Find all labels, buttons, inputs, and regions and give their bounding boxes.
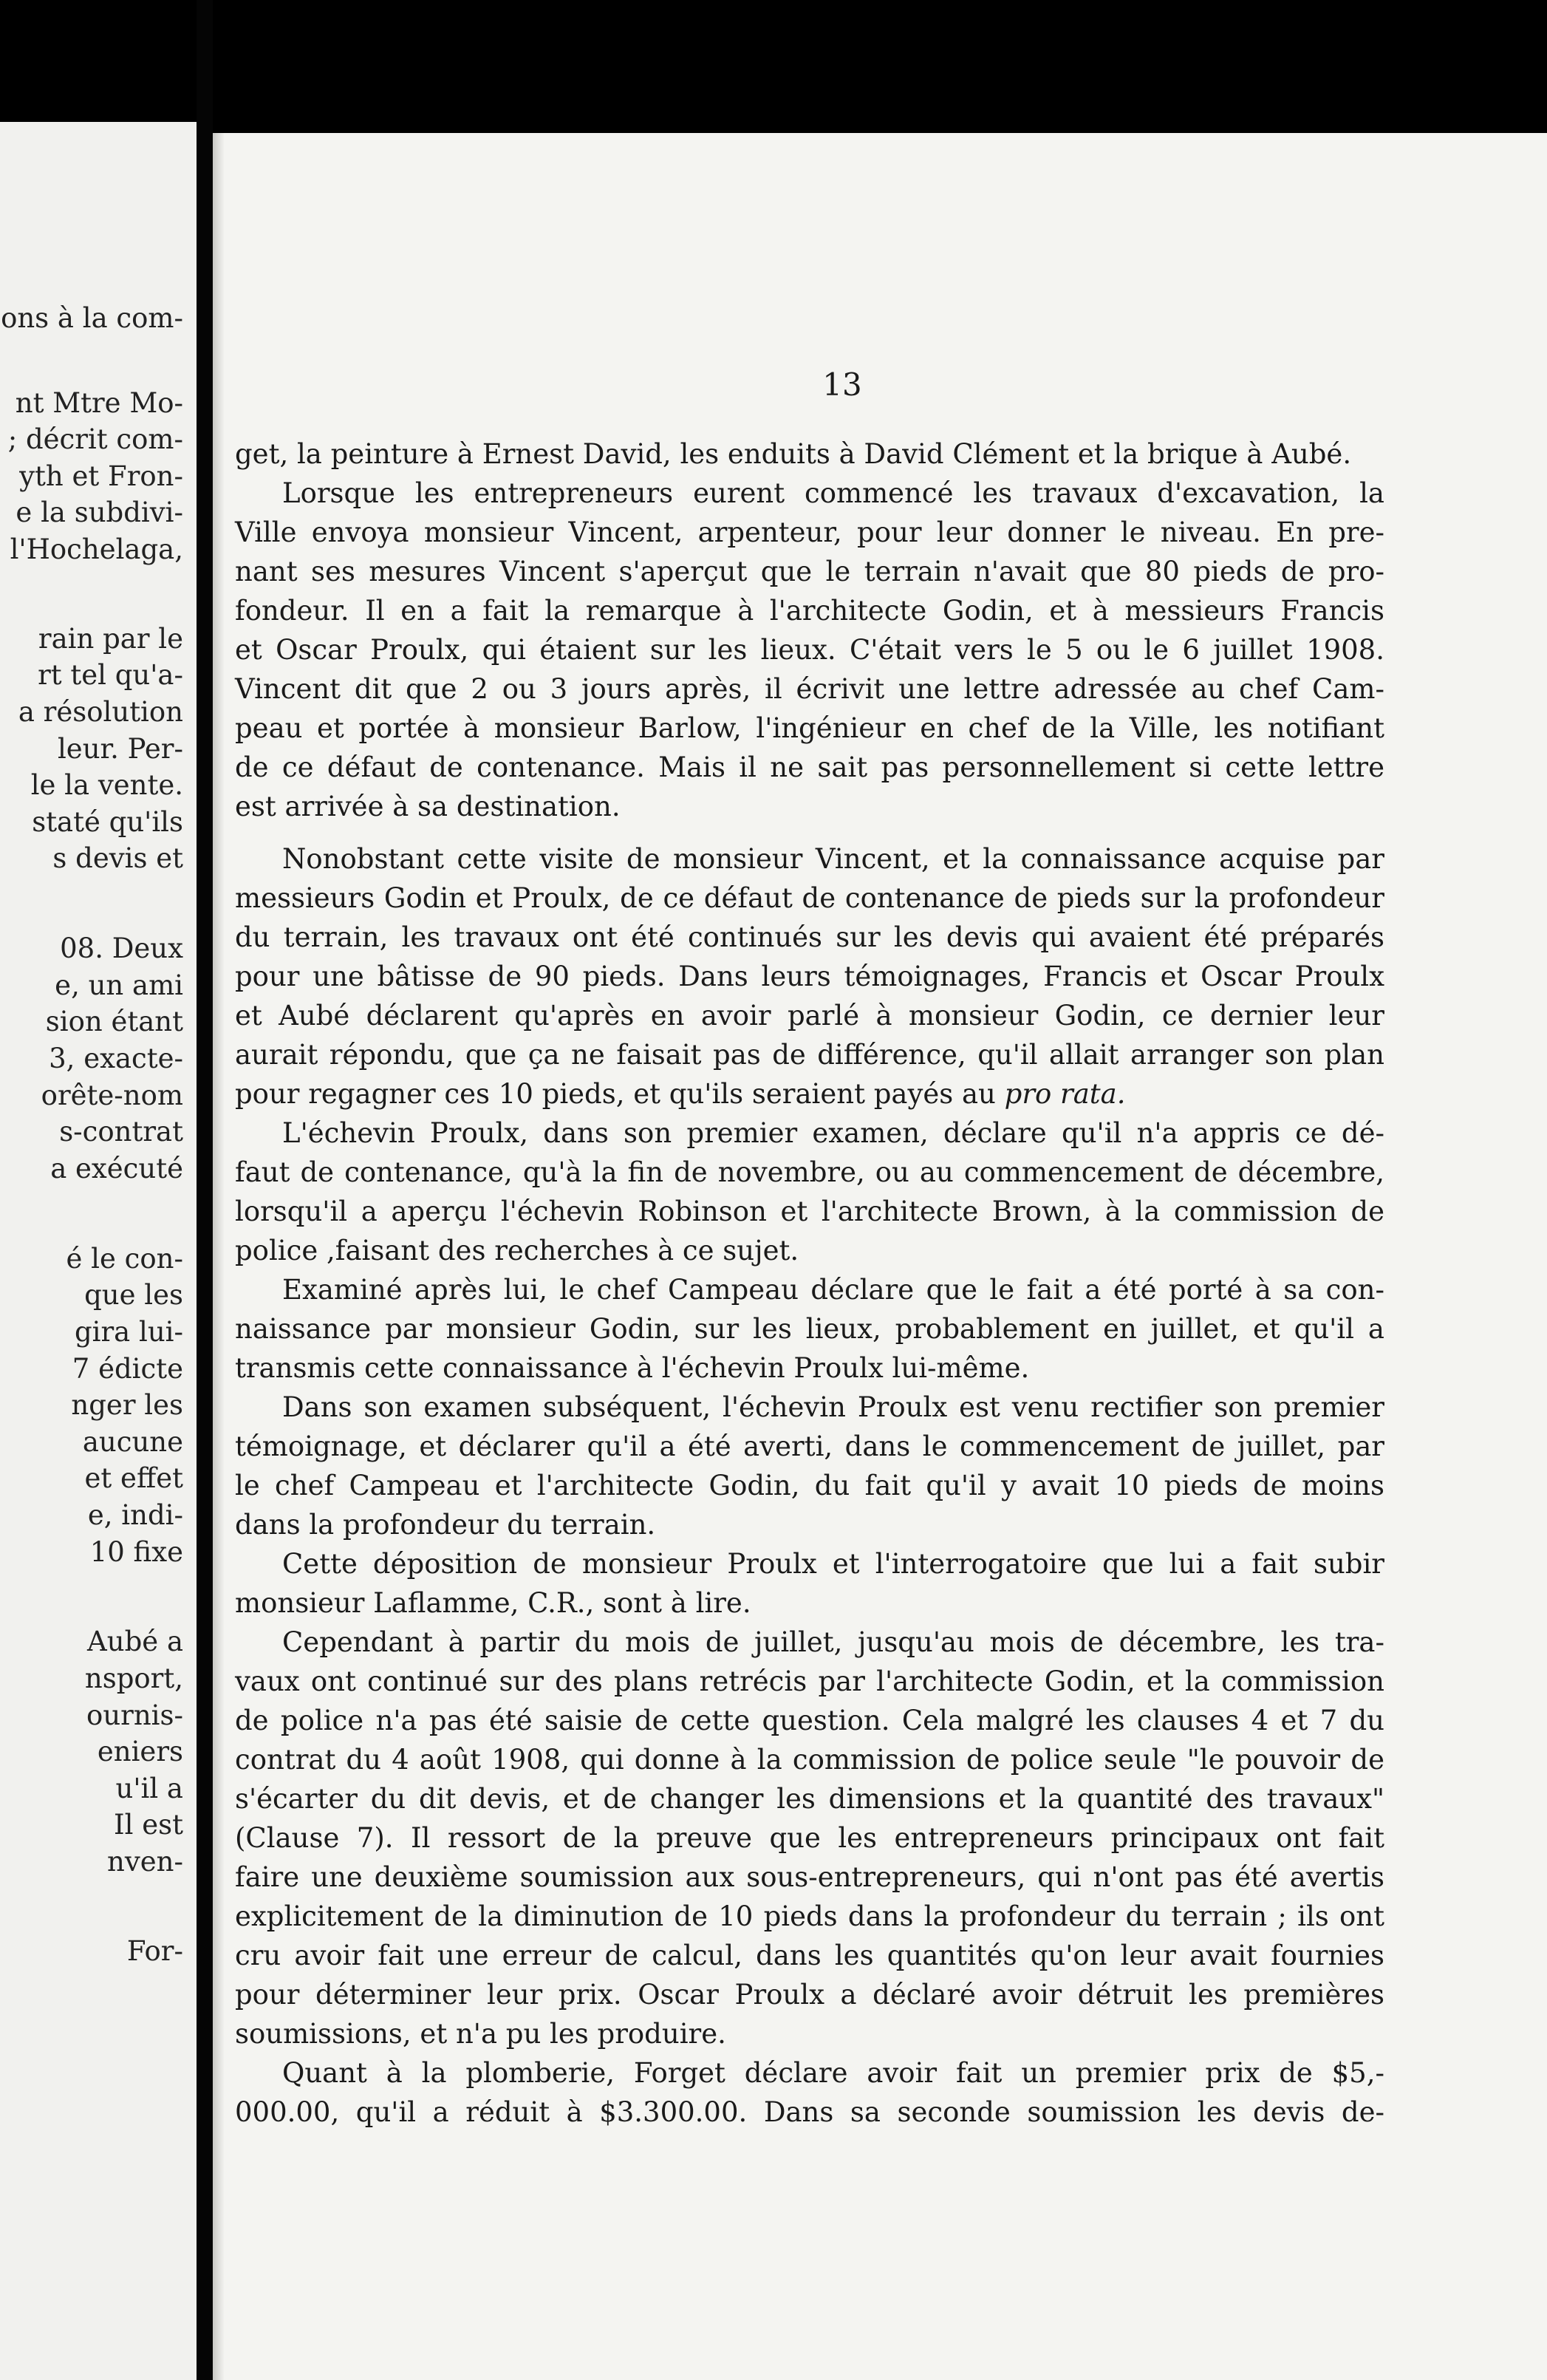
text-line [235,1270,1384,1309]
left-page-line: nsport, [84,1663,183,1694]
left-page-line: ournis- [86,1699,183,1731]
text-line [235,630,1384,669]
text-line [235,1858,1384,1897]
text-line [235,1662,1384,1701]
text-line-content: faire une deuxième soumission aux sous-entrepreneurs, qui n'ont pas été avertis [235,1861,1384,1893]
left-page-line: l'Hochelaga, [10,533,183,565]
text-line-content: peau et portée à monsieur Barlow, l'ingénieur en chef de la Ville, les notifiant [235,712,1384,744]
text-line [235,1231,1384,1270]
text-line [235,474,1384,513]
text-line [235,1427,1384,1466]
page-edge-shadow [213,133,225,2380]
text-line-content: de police n'a pas été saisie de cette question. Cela malgré les clauses 4 et 7 du [235,1705,1384,1736]
text-line [235,1936,1384,1975]
left-page-line: Aubé a [87,1626,183,1657]
paragraph [235,2053,1384,2132]
text-line [235,1074,1384,1114]
text-line-content: témoignage, et déclarer qu'il a été averti, dans le commencement de juillet, par [235,1431,1384,1462]
text-line [235,839,1384,879]
text-line [235,1975,1384,2014]
left-page-line: nt Mtre Mo- [15,387,183,419]
left-page-line: a exécuté [50,1153,183,1184]
italic-phrase: pro rata. [1004,1078,1126,1110]
text-line-content: cru avoir fait une erreur de calcul, dans les quantités qu'on leur avait fournies [235,1940,1384,1971]
left-page-line: s devis et [52,842,183,874]
text-line-content: Dans son examen subséquent, l'échevin Proulx est venu rectifier son premier [282,1391,1384,1423]
text-line-content: get, la peinture à Ernest David, les enduits à David Clément et la brique à Aubé. [235,438,1352,470]
text-line-content: naissance par monsieur Godin, sur les lieux, probablement en juillet, et qu'il a [235,1313,1384,1345]
left-page-line: ons à la com- [1,302,183,334]
text-line [235,434,1384,474]
text-line [235,1701,1384,1740]
left-page-line: Il est [114,1809,183,1841]
left-page-line: orête-nom [41,1080,183,1111]
left-page-line: rain par le [38,623,183,655]
text-line-content: 000.00, qu'il a réduit à $3.300.00. Dans sa seconde soumission les devis de- [235,2096,1384,2128]
text-line-content: fondeur. Il en a fait la remarque à l'architecte Godin, et à messieurs Francis [235,595,1384,627]
paragraph [235,1623,1384,2053]
text-line-content: contrat du 4 août 1908, qui donne à la commission de police seule "le pouvoir de [235,1744,1384,1776]
left-page-line: nger les [71,1389,183,1421]
text-line [235,669,1384,709]
text-line [235,1153,1384,1192]
book-gutter [197,0,213,2380]
left-page-line: aucune [82,1426,183,1458]
right-page [213,133,1547,2380]
text-line [235,552,1384,591]
text-line-content: Examiné après lui, le chef Campeau déclare que le fait a été porté à sa con- [282,1274,1384,1306]
text-line [235,2093,1384,2132]
text-line-content: est arrivée à sa destination. [235,791,621,822]
text-line-content: Nonobstant cette visite de monsieur Vincent, et la connaissance acquise par [282,843,1384,875]
text-line-content: (Clause 7). Il ressort de la preuve que les entrepreneurs principaux ont fait [235,1822,1384,1854]
text-line-content: et Aubé déclarent qu'après en avoir parlé à monsieur Godin, ce dernier leur [235,1000,1384,1032]
left-page-line: rt tel qu'a- [38,659,183,691]
text-line-content: le chef Campeau et l'architecte Godin, du fait qu'il y avait 10 pieds de moins [235,1470,1384,1501]
text-line-content: pour regagner ces 10 pieds, et qu'ils seraient payés au [235,1078,1005,1110]
paragraph [235,1388,1384,1544]
text-line [235,1309,1384,1348]
text-line-content: faut de contenance, qu'à la fin de novembre, ou au commencement de décembre, [235,1156,1384,1188]
text-line-content: transmis cette connaissance à l'échevin Proulx lui-même. [235,1352,1030,1384]
text-line-content: dans la profondeur du terrain. [235,1509,656,1541]
paragraph [235,839,1384,1114]
text-line [235,1035,1384,1074]
text-line-content: police ,faisant des recherches à ce sujet. [235,1235,799,1266]
text-line-content: lorsqu'il a aperçu l'échevin Robinson et l'architecte Brown, à la commission de [235,1196,1384,1227]
text-line [235,1192,1384,1231]
left-page-line: eniers [97,1736,183,1767]
text-line-content: pour déterminer leur prix. Oscar Proulx a déclaré avoir détruit les premières [235,1979,1384,2011]
left-page-fragment [0,122,197,2380]
text-line [235,879,1384,918]
left-page-line: u'il a [115,1773,183,1804]
left-page-line: e la subdivi- [16,497,183,528]
left-page-line: 10 fixe [89,1536,183,1568]
paragraph [235,474,1384,826]
left-page-line: gira lui- [74,1316,183,1348]
text-line-content: messieurs Godin et Proulx, de ce défaut de contenance de pieds sur la profondeur [235,882,1384,914]
text-line [235,918,1384,957]
text-line-content: pour une bâtisse de 90 pieds. Dans leurs témoignages, Francis et Oscar Proulx [235,961,1384,992]
text-line [235,996,1384,1035]
left-page-line: staté qu'ils [32,806,183,838]
text-line [235,748,1384,787]
text-line [235,1623,1384,1662]
paragraph [235,1114,1384,1270]
text-line-content: Ville envoya monsieur Vincent, arpenteur, pour leur donner le niveau. En pre- [235,516,1384,548]
text-line [235,1388,1384,1427]
text-line [235,957,1384,996]
text-line-content: nant ses mesures Vincent s'aperçut que le terrain n'avait que 80 pieds de pro- [235,556,1384,587]
text-line-content: s'écarter du dit devis, et de changer les dimensions et la quantité des travaux" [235,1783,1384,1815]
text-line [235,1897,1384,1936]
text-line-content: L'échevin Proulx, dans son premier examen, déclare qu'il n'a appris ce dé- [282,1117,1384,1149]
text-line [235,1740,1384,1779]
left-page-line: ; décrit com- [7,423,183,455]
left-page-line: 08. Deux [60,932,183,964]
text-line [235,1544,1384,1583]
text-line-content: Lorsque les entrepreneurs eurent commencé les travaux d'excavation, la [282,477,1384,509]
text-line [235,591,1384,630]
left-page-line: leur. Per- [57,733,183,765]
text-line-content: Vincent dit que 2 ou 3 jours après, il écrivit une lettre adressée au chef Cam- [235,673,1384,705]
body-text [235,434,1384,2132]
text-line-content: Cette déposition de monsieur Proulx et l'interrogatoire que lui a fait subir [282,1548,1384,1580]
left-page-line: é le con- [66,1243,183,1275]
paragraph [235,1544,1384,1623]
text-line [235,1466,1384,1505]
text-line-content: aurait répondu, que ça ne faisait pas de différence, qu'il allait arranger son plan [235,1039,1384,1071]
text-line [235,1505,1384,1544]
text-line-content: Cependant à partir du mois de juillet, jusqu'au mois de décembre, les tra- [282,1626,1384,1658]
text-line [235,1114,1384,1153]
text-line [235,2053,1384,2093]
text-line-content: et Oscar Proulx, qui étaient sur les lieux. C'était vers le 5 ou le 6 juillet 1908. [235,634,1384,666]
text-line [235,1818,1384,1858]
left-page-line: nven- [107,1846,183,1878]
left-page-line: yth et Fron- [19,460,183,492]
left-page-line: e, indi- [87,1499,183,1531]
paragraph [235,434,1384,474]
left-page-line: et effet [84,1462,183,1494]
page-number: 13 [822,366,862,403]
left-page-line: 3, exacte- [49,1043,183,1074]
left-page-line: le la vente. [30,769,183,801]
text-line-content: vaux ont continué sur des plans retrécis par l'architecte Godin, et la commission [235,1665,1384,1697]
text-line [235,709,1384,748]
text-line-content: soumissions, et n'a pu les produire. [235,2018,726,2050]
left-page-line: e, un ami [55,969,183,1001]
left-page-line: For- [126,1935,183,1967]
text-line-content: du terrain, les travaux ont été continués sur les devis qui avaient été préparés [235,921,1384,953]
text-line [235,1583,1384,1623]
left-page-line: 7 édicte [72,1353,183,1385]
text-line-content: explicitement de la diminution de 10 pieds dans la profondeur du terrain ; ils ont [235,1900,1384,1932]
text-line [235,1348,1384,1388]
text-line [235,1779,1384,1818]
text-line [235,513,1384,552]
left-page-line: s-contrat [59,1116,183,1148]
text-line-content: de ce défaut de contenance. Mais il ne sait pas personnellement si cette lettre [235,751,1384,783]
text-line [235,2014,1384,2053]
paragraph [235,1270,1384,1388]
left-page-line: que les [84,1279,183,1311]
text-line [235,787,1384,826]
text-line-content: Quant à la plomberie, Forget déclare avoir fait un premier prix de $5,- [282,2057,1384,2089]
left-page-line: a résolution [18,696,183,728]
left-page-line: sion étant [45,1006,183,1037]
text-line-content: monsieur Laflamme, C.R., sont à lire. [235,1587,751,1619]
